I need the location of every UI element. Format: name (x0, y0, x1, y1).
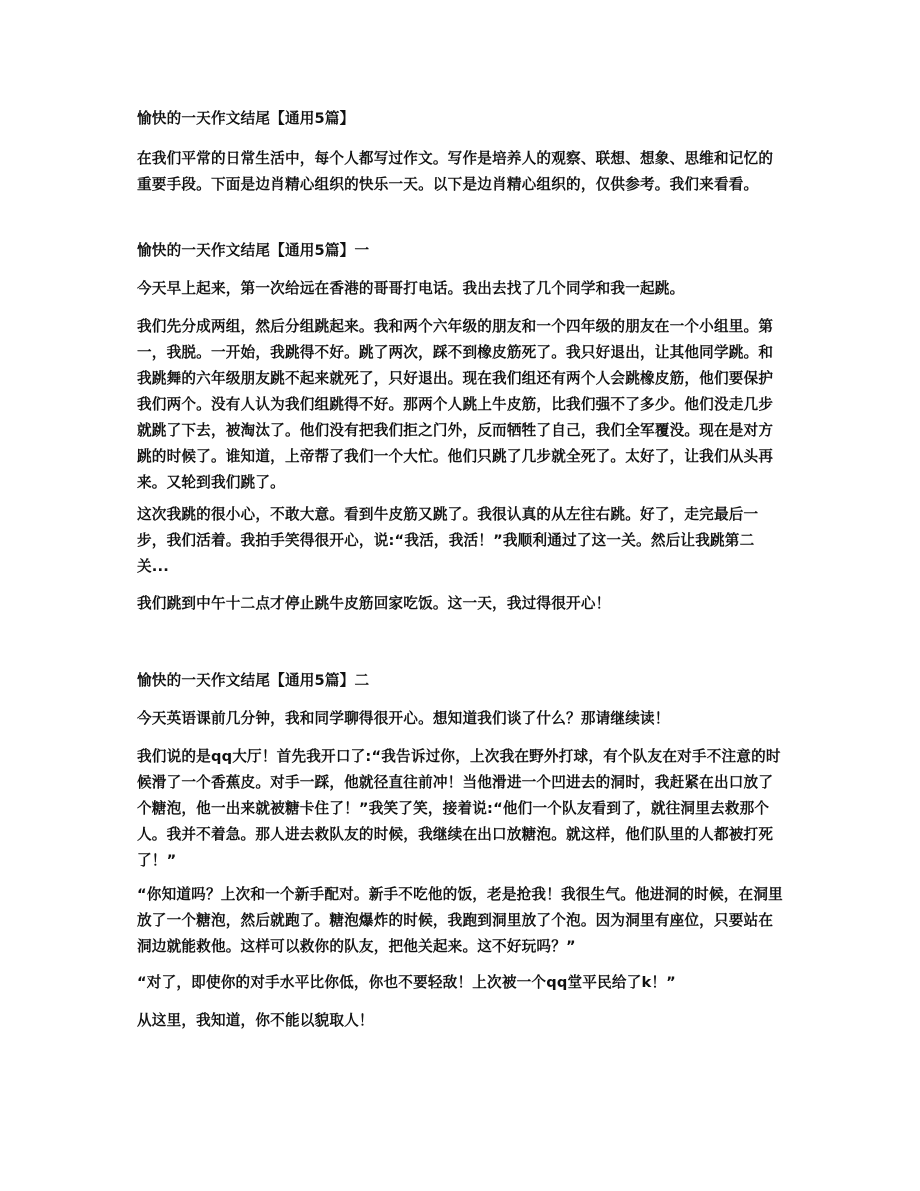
section-2-paragraph-5: 从这里，我知道，你不能以貌取人！ (137, 1012, 374, 1029)
section-1-paragraph-1: 今天早上起来，第一次给远在香港的哥哥打电话。我出去找了几个同学和我一起跳。 (137, 280, 685, 297)
section-2-paragraph-2: 我们说的是qq大厅！首先我开口了:“我告诉过你，上次我在野外打球，有个队友在对手不注意的时候滑了一个香蕉皮。对手一踩，他就径直往前冲！当他滑进一个凹进去的洞时，我赶紧在出口放了个糖泡，他一出来就被糖卡住了！”我笑了笑，接着说:“他们一个队友看到了，就往洞里去救那个人。我并不着急。那人进去救队友的时候，我继续在出口放糖泡。就这样，他们队里的人都被打死了！” (137, 748, 781, 869)
section-1-paragraph-4: 我们跳到中午十二点才停止跳牛皮筋回家吃饭。这一天，我过得很开心！ (137, 595, 611, 612)
intro-paragraph: 在我们平常的日常生活中，每个人都写过作文。写作是培养人的观察、联想、想象、思维和记忆的重要手段。下面是边肖精心组织的快乐一天。以下是边肖精心组织的，仅供参考。我们来看看。 (137, 150, 774, 193)
section-2-heading: 愉快的一天作文结尾【通用5篇】二 (137, 672, 370, 689)
section-2-paragraph-1: 今天英语课前几分钟，我和同学聊得很开心。想知道我们谈了什么？那请继续读！ (137, 710, 670, 727)
section-1-heading: 愉快的一天作文结尾【通用5篇】一 (137, 242, 370, 259)
section-2-paragraph-4: “对了，即使你的对手水平比你低，你也不要轻敌！上次被一个qq堂平民给了k！” (137, 974, 676, 991)
section-1-paragraph-3: 这次我跳的很小心，不敢大意。看到牛皮筋又跳了。我很认真的从左往右跳。好了，走完最后一步，我们活着。我拍手笑得很开心，说:“我活，我活！”我顺利通过了这一关。然后让我跳第二关... (137, 506, 759, 575)
section-2-paragraph-3: “你知道吗？上次和一个新手配对。新手不吃他的饭，老是抢我！我很生气。他进洞的时候，在洞里放了一个糖泡，然后就跑了。糖泡爆炸的时候，我跑到洞里放了个泡。因为洞里有座位，只要站在洞边就能救他。这样可以救你的队友，把他关起来。这不好玩吗？” (137, 886, 783, 955)
document-title: 愉快的一天作文结尾【通用5篇】 (137, 110, 355, 127)
section-1-paragraph-2: 我们先分成两组，然后分组跳起来。我和两个六年级的朋友和一个四年级的朋友在一个小组里。第一，我脱。一开始，我跳得不好。跳了两次，踩不到橡皮筋死了。我只好退出，让其他同学跳。和我跳舞的六年级朋友跳不起来就死了，只好退出。现在我们组还有两个人会跳橡皮筋，他们要保护我们两个。没有人认为我们组跳得不好。那两个人跳上牛皮筋，比我们强不了多少。他们没走几步就跳了下去，被淘汰了。他们没有把我们拒之门外，反而牺牲了自己，我们全军覆没。现在是对方跳的时候了。谁知道，上帝帮了我们一个大忙。他们只跳了几步就全死了。太好了，让我们从头再来。又轮到我们跳了。 (137, 318, 774, 491)
